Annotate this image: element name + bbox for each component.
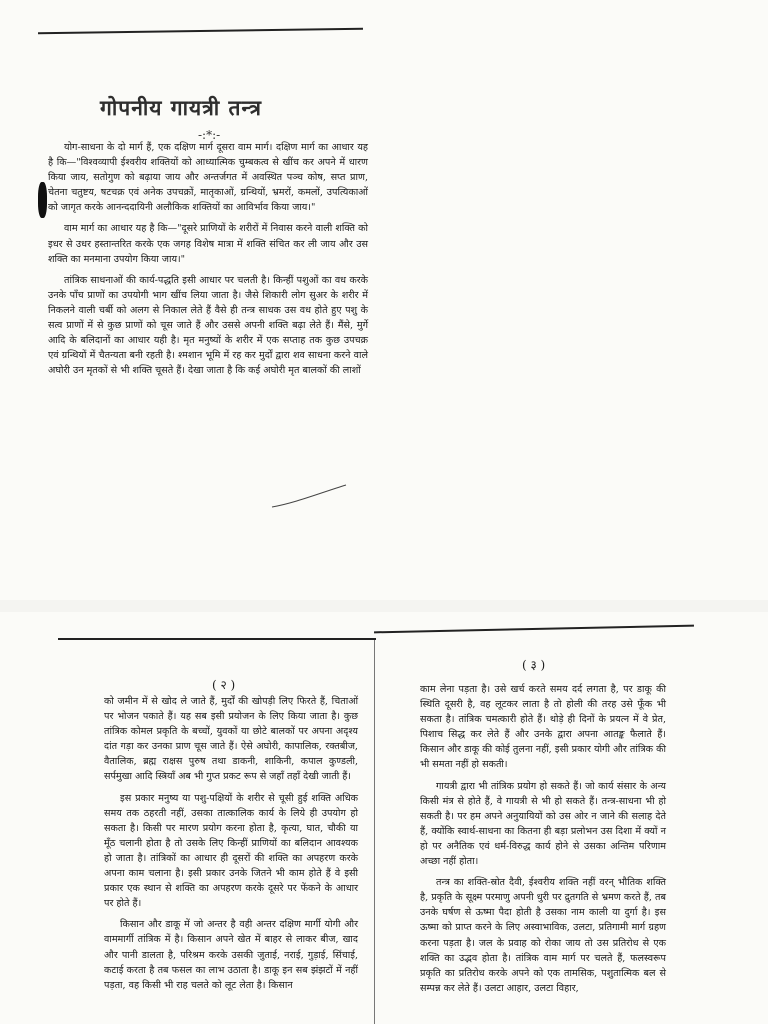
- paragraph: को जमीन में से खोद ले जाते हैं, मुर्दों की खोपड़ी लिए फिरते हैं, चिताओं पर भोजन पकाते हैं। यह सब इसी प्रयोजन के लिए किया जाता है। कुछ तांत्रिक कोमल प्रकृति के बच्चों, युवकों या छोटे बालकों पर अपना अदृश्य दांत गड़ा कर उनका प्राण चूस जाते हैं। ऐसे अघोरी, कापालिक, रक्तबीज, वैतालिक, ब्रह्म राक्षस पुरुष तथा डाकनी, शाकिनी, कपाल कुण्डली, सर्पमुखा आदि स्त्रियाँ अब भी गुप्त प्रकट रूप से जहाँ तहाँ देखी जाती हैं।: [104, 696, 358, 783]
- page-title: गोपनीय गायत्री तन्त्र: [100, 95, 262, 120]
- page-gutter: [374, 640, 375, 1024]
- bottom-left-rule: [58, 638, 376, 640]
- title-ornament: -:*:-: [198, 128, 221, 142]
- right-page-body: [420, 682, 666, 1002]
- paragraph: काम लेना पड़ता है। उसे खर्च करते समय दर्द लगता है, पर डाकू की स्थिति दूसरी है, वह लूटकर लाता है तो होली की तरह उसे फूँक भी सकता है। तांत्रिक चमत्कारी होते हैं। थोड़े ही दिनों के प्रयत्न में वे प्रेत, पिशाच सिद्ध कर लेते हैं और उनके द्वारा अपना आतङ्क फैलाते हैं। किसान और डाकू की कोई तुलना नहीं, इसी प्रकार योगी और तांत्रिक की भी समता नहीं हो सकती।: [420, 684, 666, 771]
- paragraph: योग-साधना के दो मार्ग हैं, एक दक्षिण मार्ग दूसरा वाम मार्ग। दक्षिण मार्ग का आधार यह है कि—"विश्वव्यापी ईश्वरीय शक्तियों को आध्यात्मिक चुम्बकत्व से खींच कर अपने में धारण किया जाय, सतोगुण को बढ़ाया जाय और अन्तर्जगत में अवस्थित पञ्च कोष, सप्त प्राण, चेतना चतुष्टय, षटचक्र एवं अनेक उपचक्रों, मातृकाओं, ग्रन्थियों, भ्रमरों, कमलों, उपत्यिकाओं को जागृत करके आनन्ददायिनी अलौकिक शक्तियों का आविर्भाव किया जाय।": [48, 142, 368, 214]
- paragraph: गायत्री द्वारा भी तांत्रिक प्रयोग हो सकते हैं। जो कार्य संसार के अन्य किसी मंत्र से होते हैं, वे गायत्री से भी हो सकते हैं। तन्त्र-साधना भी हो सकती है। पर हम अपने अनुयायियों को उस ओर न जाने की सलाह देते हैं, क्योंकि स्वार्थ-साधना का कितना ही बड़ा प्रलोभन उस दिशा में क्यों न हो पर अनैतिक एवं धर्म-विरुद्ध कार्य होने से उसका अन्तिम परिणाम अच्छा नहीं होता।: [420, 780, 666, 868]
- page-number: ( २ ): [212, 678, 236, 692]
- paragraph: वाम मार्ग का आधार यह है कि—"दूसरे प्राणियों के शरीरों में निवास करने वाली शक्ति को इधर से उधर हस्तान्तरित करके एक जगह विशेष मात्रा में शक्ति संचित कर ली जाय और उस शक्ति का मनमाना उपयोग किया जाय।": [48, 223, 368, 265]
- paragraph: इस प्रकार मनुष्य या पशु-पक्षियों के शरीर से चूसी हुई शक्ति अधिक समय तक ठहरती नहीं, उसका तात्कालिक कार्य के लिये ही उपयोग हो सकता है। किसी पर मारण प्रयोग करना होता है, कृत्या, घात, चौकी या मूँठ चलानी होता है तो उसके लिए किन्हीं प्राणियों का बलिदान आवश्यक हो जाता है। तांत्रिकों का आधार ही दूसरों की शक्ति का अपहरण करके अपना काम चलाना है। इसी प्रकार उनके जितने भी काम होते हैं वे इसी प्रकार एक स्थान से शक्ति का अपहरण करके दूसरे पर फेंकने के आधार पर होते हैं।: [104, 792, 358, 910]
- top-page-body: [48, 140, 368, 384]
- paragraph: तन्त्र का शक्ति-स्रोत दैवी, ईश्वरीय शक्ति नहीं वरन् भौतिक शक्ति है, प्रकृति के सूक्ष्म परमाणु अपनी धुरी पर द्रुतगति से भ्रमण करते हैं, तब उनके घर्षण से ऊष्मा पैदा होती है उसका नाम काली या दुर्गा है। इस ऊष्मा को प्राप्त करने के लिए अस्वाभाविक, उलटा, प्रतिगामी मार्ग ग्रहण करना पड़ता है। जल के प्रवाह को रोका जाय तो उस प्रतिरोध से एक शक्ति का उद्भव होता है। तांत्रिक वाम मार्ग पर चलते हैं, फलस्वरूप प्रकृति का प्रतिरोध करके अपने को एक तामसिक, पशुतात्मिक बल से सम्पन्न कर लेते हैं। उलटा आहार, उलटा विहार,: [420, 877, 666, 994]
- pencil-stroke: [270, 475, 350, 515]
- paragraph: तांत्रिक साधनाओं की कार्य-पद्धति इसी आधार पर चलती है। किन्हीं पशुओं का वध करके उनके पाँच प्राणों का उपयोगी भाग खींच लिया जाता है। जैसे शिकारी लोग सुअर के शरीर में निकलने वाली चर्बी को अलग से निकाल लेते हैं वैसे ही तन्त्र साधक उस वध होते हुए पशु के सत्व प्राणों में से कुछ प्राणों को चूस जाते हैं और उससे अपनी शक्ति बढ़ा लेते हैं। मैंसे, मुर्गे आदि के बलिदानों का आधार यही है। मृत मनुष्यों के शरीर में एक सप्ताह तक कुछ उपचक्र एवं ग्रन्थियों में चैतन्यता बनी रहती है। श्मशान भूमि में रह कर मुर्दों द्वारा शव साधना करने वाले अघोरी उन मृतकों से भी शक्ति चूसते हैं। देखा जाता है कि कई अघोरी मृत बालकों की लाशों: [48, 274, 368, 377]
- paragraph: किसान और डाकू में जो अन्तर है वही अन्तर दक्षिण मार्गी योगी और वाममार्गी तांत्रिक में है। किसान अपने खेत में बाहर से लाकर बीज, खाद और पानी डालता है, परिश्रम करके उसकी जुताई, नराई, गुड़ाई, सिंचाई, कटाई करता है तब फसल का लाभ उठाता है। डाकू इन सब झंझटों में नहीं पड़ता, वह किसी भी राह चलते को लूट लेता है। किसान: [104, 919, 358, 991]
- ink-blot: [38, 182, 47, 218]
- page-number: ( ३ ): [522, 658, 546, 672]
- left-page-body: [104, 694, 358, 999]
